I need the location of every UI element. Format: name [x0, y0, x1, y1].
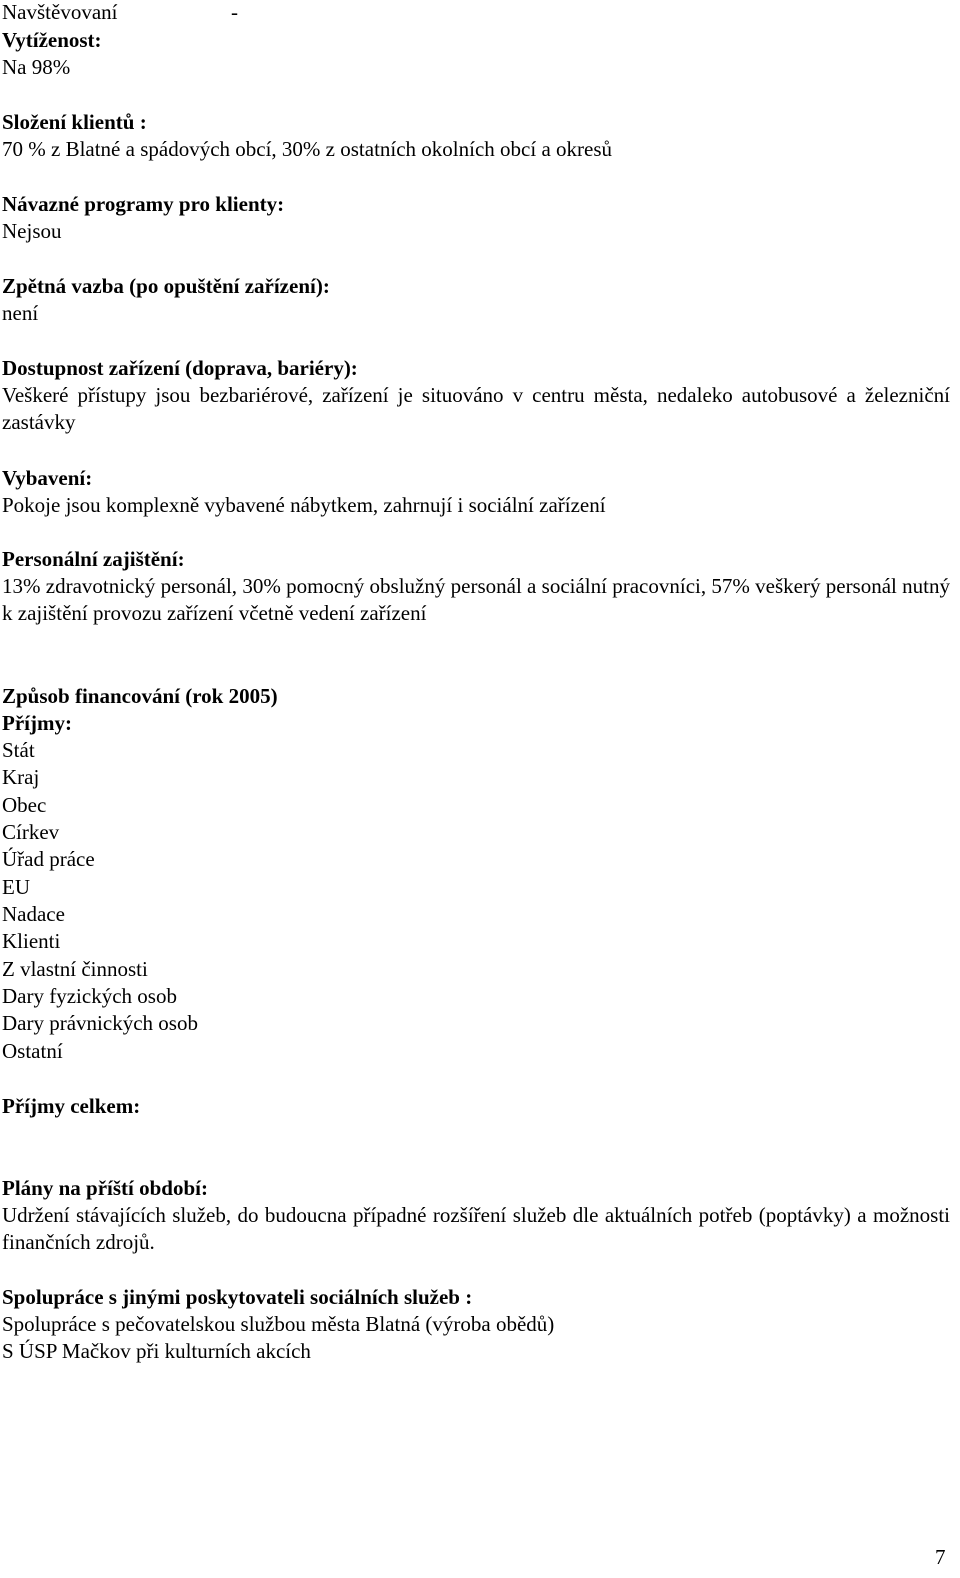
feedback-heading: Zpětná vazba (po opuštění zařízení):: [2, 274, 330, 298]
followup-text: Nejsou: [2, 219, 62, 243]
income-item: Úřad práce: [2, 847, 95, 871]
income-heading: Příjmy:: [2, 711, 72, 735]
plans-text: Udržení stávajících služeb, do budoucna případné rozšíření služeb dle aktuálních potřeb (poptávky) a možnosti finančních zdrojů.: [2, 1203, 950, 1254]
occupancy-heading: Vytíženost:: [2, 28, 102, 52]
income-item: Nadace: [2, 902, 65, 926]
income-item: Církev: [2, 820, 60, 844]
feedback-text: není: [2, 301, 39, 325]
income-item: Stát: [2, 738, 35, 762]
income-item: Klienti: [2, 929, 61, 953]
plans-heading: Plány na příští období:: [2, 1176, 208, 1200]
visitors-row: [2, 0, 117, 24]
clients-heading: Složení klientů :: [2, 110, 147, 134]
clients-text: 70 % z Blatné a spádových obcí, 30% z ostatních okolních obcí a okresů: [2, 137, 613, 161]
accessibility-heading: Dostupnost zařízení (doprava, bariéry):: [2, 356, 358, 380]
financing-heading: Způsob financování (rok 2005): [2, 684, 278, 708]
page-number: 7: [935, 1545, 946, 1569]
accessibility-text: Veškeré přístupy jsou bezbariérové, zařízení je situováno v centru města, nedaleko autobusové a železniční zastávky: [2, 383, 950, 434]
income-item: EU: [2, 875, 30, 899]
cooperation-line: S ÚSP Mačkov při kulturních akcích: [2, 1339, 311, 1363]
visitors-label: Navštěvovaní: [2, 0, 118, 24]
staff-text: 13% zdravotnický personál, 30% pomocný obslužný personál a sociální pracovníci, 57% veškerý personál nutný k zajištění provozu zařízení včetně vedení zařízení: [2, 574, 950, 625]
followup-heading: Návazné programy pro klienty:: [2, 192, 285, 216]
income-item: Kraj: [2, 765, 40, 789]
equipment-heading: Vybavení:: [2, 466, 93, 490]
visitors-value: -: [231, 0, 238, 24]
income-item: Z vlastní činnosti: [2, 957, 148, 981]
staff-heading: Personální zajištění:: [2, 547, 185, 571]
income-total-heading: Příjmy celkem:: [2, 1094, 141, 1118]
income-item: Dary fyzických osob: [2, 984, 177, 1008]
income-item: Obec: [2, 793, 47, 817]
occupancy-value: Na 98%: [2, 55, 71, 79]
income-item: Ostatní: [2, 1039, 63, 1063]
cooperation-heading: Spolupráce s jinými poskytovateli sociálních služeb :: [2, 1285, 473, 1309]
cooperation-line: Spolupráce s pečovatelskou službou města Blatná (výroba obědů): [2, 1312, 555, 1336]
income-item: Dary právnických osob: [2, 1011, 198, 1035]
equipment-text: Pokoje jsou komplexně vybavené nábytkem, zahrnují i sociální zařízení: [2, 493, 606, 517]
